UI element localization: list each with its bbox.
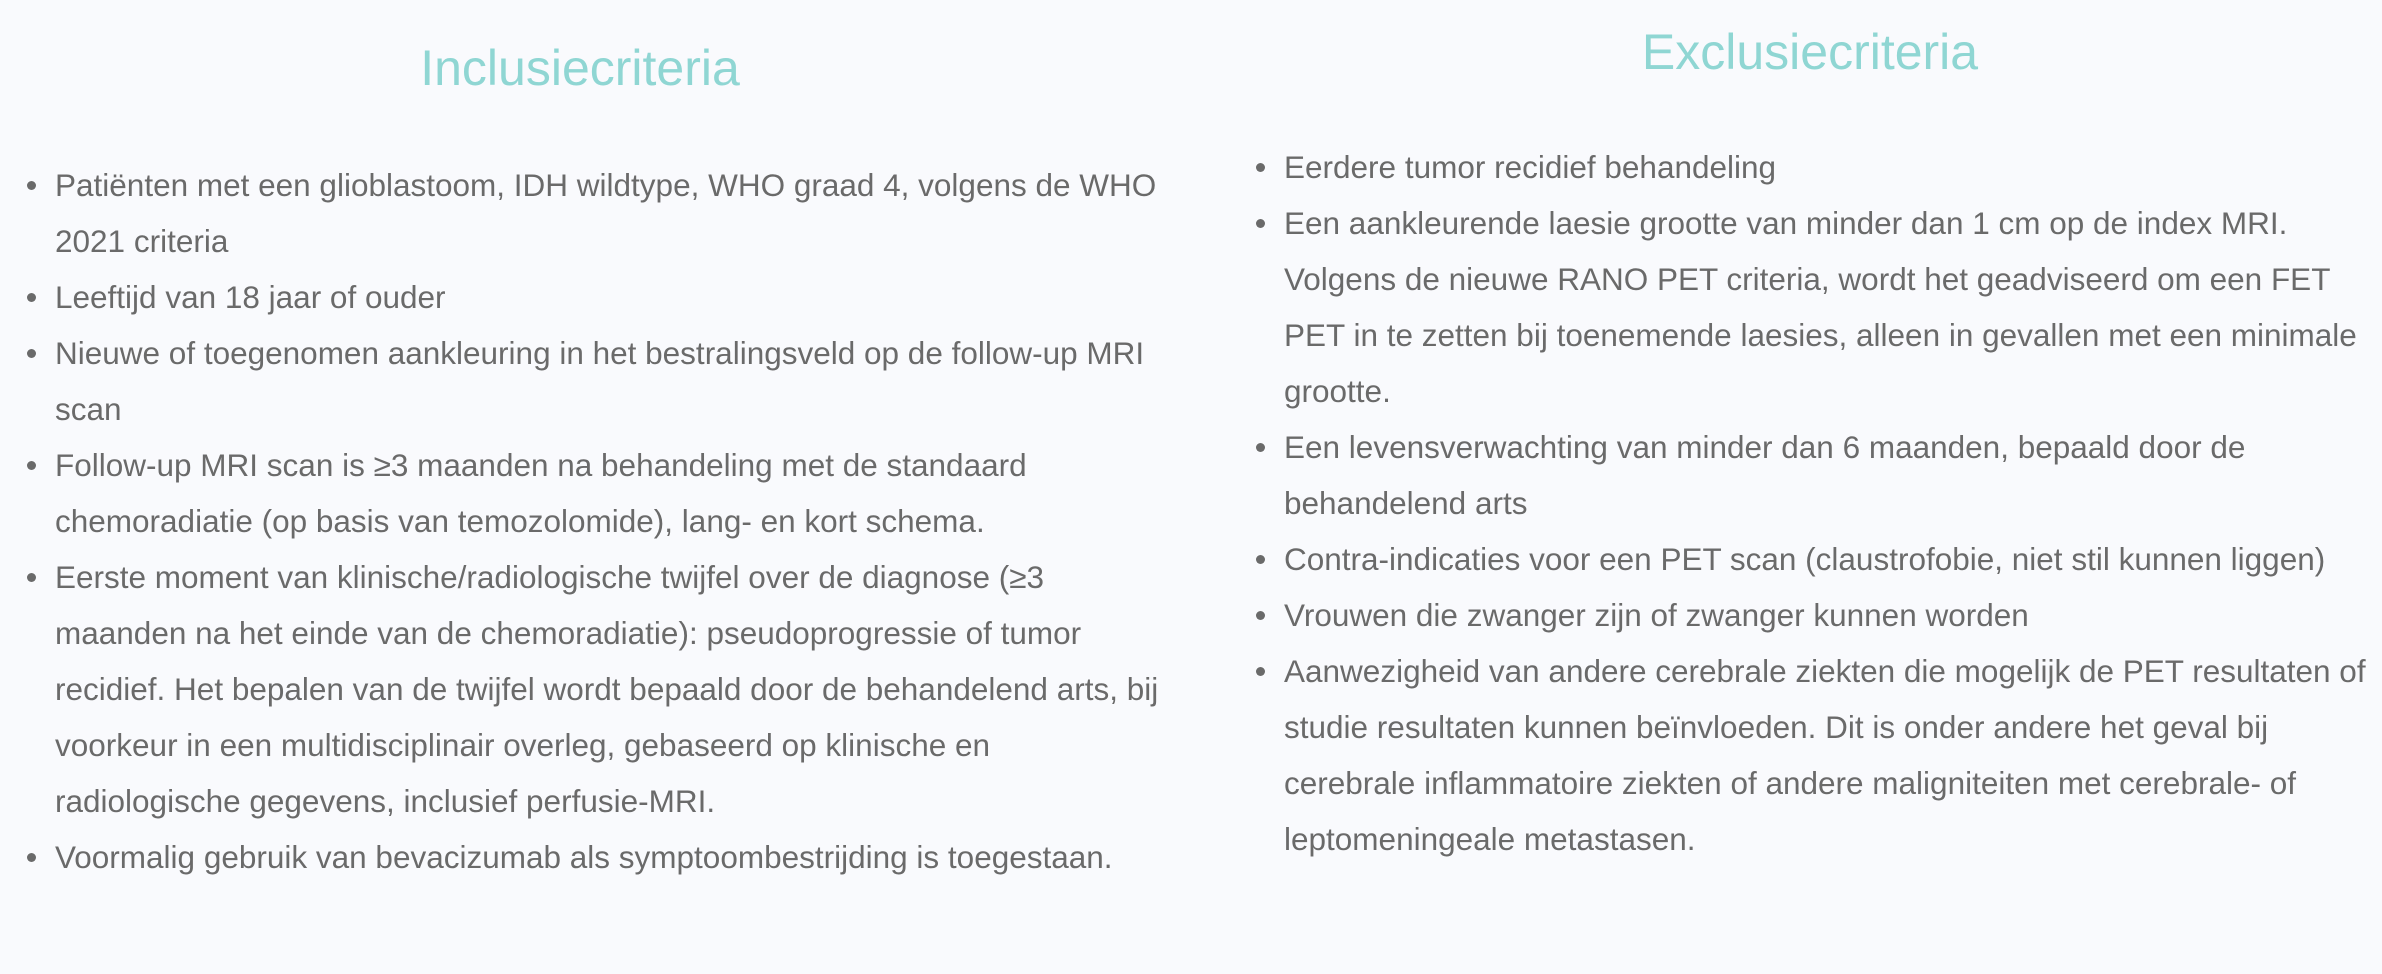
list-item	[1254, 587, 2369, 643]
bullet-icon	[1256, 555, 1265, 564]
list-item	[1254, 643, 2369, 867]
list-item-text: Eerste moment van klinische/radiologische twijfel over de diagnose (≥3 maanden na het einde van de chemoradiatie): pseudoprogressie of tumor recidief. Het bepalen van de twijfel wordt bepaald door de behandelend arts, bij voorkeur in een multidisciplinair overleg, gebaseerd op klinische en radiologische gegevens, inclusief perfusie-MRI.	[55, 559, 1159, 819]
list-item-text: Voormalig gebruik van bevacizumab als symptoombestrijding is toegestaan.	[55, 839, 1113, 875]
list-item	[25, 829, 1160, 885]
bullet-icon	[27, 573, 36, 582]
list-item	[1254, 419, 2369, 531]
bullet-icon	[27, 461, 36, 470]
bullet-icon	[1256, 163, 1265, 172]
list-item	[1254, 195, 2369, 419]
list-item-text: Nieuwe of toegenomen aankleuring in het bestralingsveld op de follow-up MRI scan	[55, 335, 1145, 427]
bullet-icon	[27, 853, 36, 862]
list-item-text: Een aankleurende laesie grootte van minder dan 1 cm op de index MRI. Volgens de nieuwe RANO PET criteria, wordt het geadviseerd om een FET PET in te zetten bij toenemende laesies, alleen in gevallen met een minimale grootte.	[1284, 205, 2357, 409]
list-item-text: Eerdere tumor recidief behandeling	[1284, 149, 1777, 185]
list-item-text: Contra-indicaties voor een PET scan (claustrofobie, niet stil kunnen liggen)	[1284, 541, 2326, 577]
list-item	[25, 269, 1160, 325]
list-item	[1254, 531, 2369, 587]
exclusion-criteria-title: Exclusiecriteria	[1641, 24, 1979, 80]
inclusion-criteria-list	[25, 157, 1160, 885]
list-item	[1254, 139, 2369, 195]
bullet-icon	[27, 181, 36, 190]
bullet-icon	[1256, 611, 1265, 620]
bullet-icon	[1256, 443, 1265, 452]
list-item	[25, 437, 1160, 549]
bullet-icon	[1256, 219, 1265, 228]
list-item-text: Een levensverwachting van minder dan 6 maanden, bepaald door de behandelend arts	[1284, 429, 2246, 521]
list-item	[25, 157, 1160, 269]
list-item-text: Vrouwen die zwanger zijn of zwanger kunnen worden	[1284, 597, 2029, 633]
exclusion-criteria-list	[1254, 139, 2369, 867]
list-item-text: Leeftijd van 18 jaar of ouder	[55, 279, 446, 315]
list-item-text: Aanwezigheid van andere cerebrale ziekten die mogelijk de PET resultaten of studie resultaten kunnen beïnvloeden. Dit is onder andere het geval bij cerebrale inflammatoire ziekten of andere maligniteiten met cerebrale- of leptomeningeale metastasen.	[1284, 653, 2366, 857]
list-item-text: Follow-up MRI scan is ≥3 maanden na behandeling met de standaard chemoradiatie (op basis van temozolomide), lang- en kort schema.	[55, 447, 1027, 539]
bullet-icon	[27, 293, 36, 302]
bullet-icon	[27, 349, 36, 358]
list-item	[25, 549, 1160, 829]
list-item-text: Patiënten met een glioblastoom, IDH wildtype, WHO graad 4, volgens de WHO 2021 criteria	[55, 167, 1157, 259]
bullet-icon	[1256, 667, 1265, 676]
inclusion-criteria-title: Inclusiecriteria	[420, 40, 740, 96]
list-item	[25, 325, 1160, 437]
